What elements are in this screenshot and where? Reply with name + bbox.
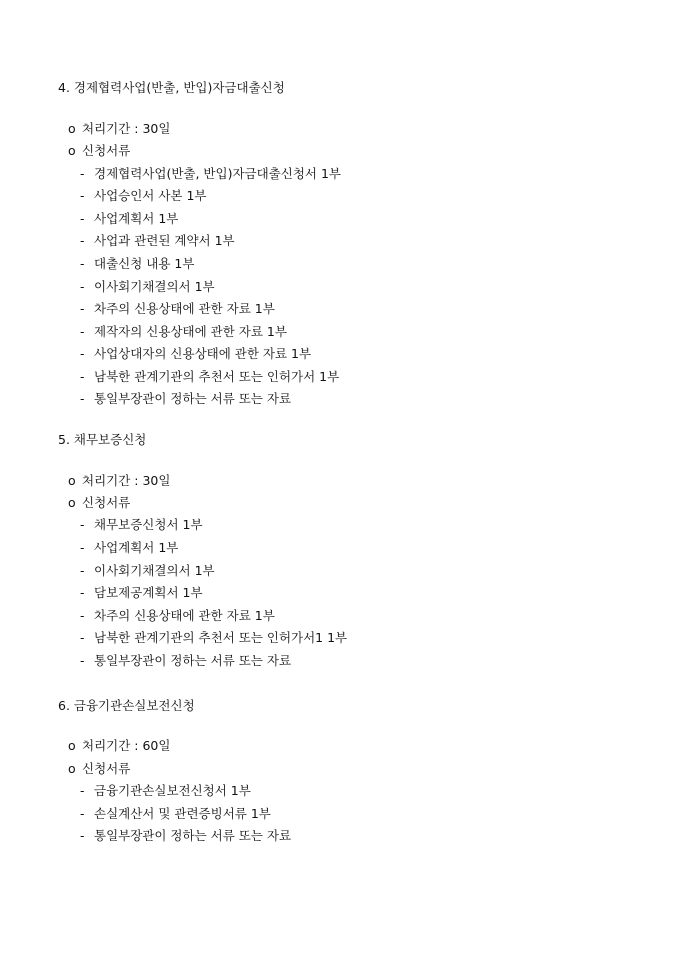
dash-bullet-icon: - <box>80 630 85 645</box>
document-item <box>80 390 291 408</box>
dash-bullet-icon: - <box>80 211 85 226</box>
document-item-text: 사업상대자의 신용상태에 관한 자료 1부 <box>94 346 312 361</box>
document-item <box>80 187 207 205</box>
processing-period <box>68 120 170 138</box>
dash-bullet-icon: - <box>80 233 85 248</box>
dash-bullet-icon: - <box>80 188 85 203</box>
circle-bullet-icon: o <box>68 495 76 510</box>
document-item-text: 차주의 신용상태에 관한 자료 1부 <box>94 301 275 316</box>
dash-bullet-icon: - <box>80 369 85 384</box>
required-documents-text: 신청서류 <box>82 495 131 510</box>
document-item-text: 경제협력사업(반출, 반입)자금대출신청서 1부 <box>94 166 341 181</box>
dash-bullet-icon: - <box>80 563 85 578</box>
required-documents-text: 신청서류 <box>82 761 131 776</box>
document-item <box>80 607 275 625</box>
document-item <box>80 210 178 228</box>
circle-bullet-icon: o <box>68 761 76 776</box>
processing-period <box>68 472 170 490</box>
dash-bullet-icon: - <box>80 256 85 271</box>
document-item-text: 사업계획서 1부 <box>94 211 179 226</box>
processing-period-text: 처리기간 : 30일 <box>82 121 171 136</box>
dash-bullet-icon: - <box>80 540 85 555</box>
dash-bullet-icon: - <box>80 806 85 821</box>
document-item-text: 사업과 관련된 계약서 1부 <box>94 233 235 248</box>
document-item-text: 통일부장관이 정하는 서류 또는 자료 <box>94 391 292 406</box>
document-item <box>80 300 275 318</box>
document-item-text: 채무보증신청서 1부 <box>94 517 203 532</box>
dash-bullet-icon: - <box>80 783 85 798</box>
document-item <box>80 652 291 670</box>
document-item <box>80 345 311 363</box>
section-title: 4. 경제협력사업(반출, 반입)자금대출신청 <box>58 80 285 95</box>
dash-bullet-icon: - <box>80 517 85 532</box>
section-title: 6. 금융기관손실보전신청 <box>58 698 195 713</box>
document-item <box>80 805 271 823</box>
processing-period <box>68 737 170 755</box>
document-item <box>80 516 203 534</box>
document-item-text: 이사회기채결의서 1부 <box>94 563 215 578</box>
dash-bullet-icon: - <box>80 391 85 406</box>
document-item-text: 이사회기채결의서 1부 <box>94 279 215 294</box>
required-documents-text: 신청서류 <box>82 143 131 158</box>
dash-bullet-icon: - <box>80 346 85 361</box>
section-title: 5. 채무보증신청 <box>58 432 147 447</box>
document-item-text: 담보제공계획서 1부 <box>94 585 203 600</box>
circle-bullet-icon: o <box>68 738 76 753</box>
document-item <box>80 629 347 647</box>
document-item-text: 금융기관손실보전신청서 1부 <box>94 783 251 798</box>
dash-bullet-icon: - <box>80 301 85 316</box>
required-documents-label <box>68 760 130 778</box>
circle-bullet-icon: o <box>68 143 76 158</box>
dash-bullet-icon: - <box>80 828 85 843</box>
document-item-text: 손실계산서 및 관련증빙서류 1부 <box>94 806 271 821</box>
document-item <box>80 278 215 296</box>
dash-bullet-icon: - <box>80 653 85 668</box>
processing-period-text: 처리기간 : 60일 <box>82 738 171 753</box>
document-item <box>80 562 215 580</box>
document-item <box>80 539 178 557</box>
document-item <box>80 232 235 250</box>
required-documents-label <box>68 494 130 512</box>
dash-bullet-icon: - <box>80 324 85 339</box>
processing-period-text: 처리기간 : 30일 <box>82 473 171 488</box>
document-item-text: 통일부장관이 정하는 서류 또는 자료 <box>94 828 292 843</box>
document-item <box>80 323 287 341</box>
document-item <box>80 782 251 800</box>
dash-bullet-icon: - <box>80 279 85 294</box>
document-item-text: 통일부장관이 정하는 서류 또는 자료 <box>94 653 292 668</box>
document-item <box>80 584 203 602</box>
dash-bullet-icon: - <box>80 585 85 600</box>
document-item <box>80 368 339 386</box>
required-documents-label <box>68 142 130 160</box>
document-item <box>80 255 194 273</box>
document-item <box>80 827 291 845</box>
document-item-text: 제작자의 신용상태에 관한 자료 1부 <box>94 324 287 339</box>
document-item-text: 사업승인서 사본 1부 <box>94 188 207 203</box>
circle-bullet-icon: o <box>68 121 76 136</box>
document-item-text: 사업계획서 1부 <box>94 540 179 555</box>
document-item-text: 남북한 관계기관의 추천서 또는 인허가서1 1부 <box>94 630 348 645</box>
document-item-text: 대출신청 내용 1부 <box>94 256 195 271</box>
document-item-text: 차주의 신용상태에 관한 자료 1부 <box>94 608 275 623</box>
document-item <box>80 165 341 183</box>
document-item-text: 남북한 관계기관의 추천서 또는 인허가서 1부 <box>94 369 340 384</box>
dash-bullet-icon: - <box>80 166 85 181</box>
dash-bullet-icon: - <box>80 608 85 623</box>
circle-bullet-icon: o <box>68 473 76 488</box>
